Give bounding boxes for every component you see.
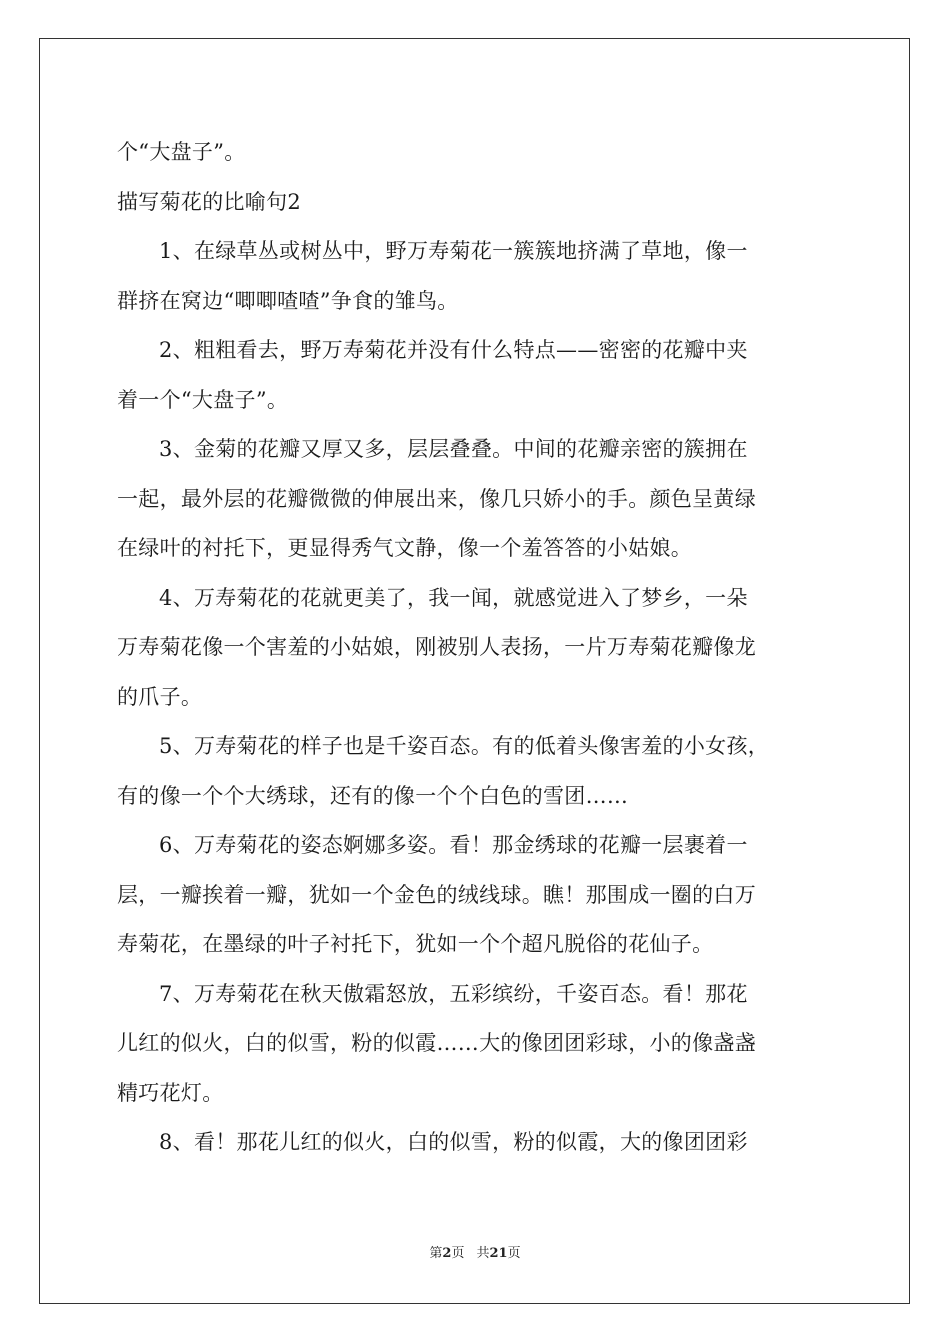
paragraph-1-start: 1、在绿草丛或树丛中，野万寿菊花一簇簇地挤满了草地，像一	[159, 239, 748, 263]
paragraph-6-start: 6、万寿菊花的姿态婀娜多姿。看！那金绣球的花瓣一层裹着一	[159, 833, 748, 857]
paragraph-3-start: 3、金菊的花瓣又厚又多，层层叠叠。中间的花瓣亲密的簇拥在	[159, 437, 748, 461]
page-number: 2	[442, 1246, 452, 1261]
total-pages: 21	[489, 1246, 508, 1261]
text-line: 万寿菊花像一个害羞的小姑娘，刚被别人表扬，一片万寿菊花瓣像龙	[117, 635, 756, 659]
text-line: 精巧花灯。	[117, 1080, 224, 1105]
text-line: 群挤在窝边“唧唧喳喳”争食的雏鸟。	[117, 288, 459, 313]
paragraph-8-start: 8、看！那花儿红的似火，白的似雪，粉的似霞，大的像团团彩	[159, 1130, 748, 1154]
page-prefix: 第	[429, 1246, 443, 1261]
text-line: 儿红的似火，白的似雪，粉的似霞……大的像团团彩球，小的像盏盏	[117, 1031, 756, 1055]
section-heading: 描写菊花的比喻句2	[117, 189, 302, 214]
text-line: 一起，最外层的花瓣微微的伸展出来，像几只娇小的手。颜色呈黄绿	[117, 486, 756, 511]
paragraph-2-start: 2、粗粗看去，野万寿菊花并没有什么特点——密密的花瓣中夹	[159, 338, 748, 362]
text-line: 层，一瓣挨着一瓣，犹如一个金色的绒线球。瞧！那围成一圈的白万	[117, 882, 756, 907]
page-suffix: 页	[451, 1246, 465, 1261]
paragraph-4-start: 4、万寿菊花的花就更美了，我一闻，就感觉进入了梦乡，一朵	[159, 585, 748, 610]
text-line: 个“大盘子”。	[117, 140, 246, 164]
text-line: 的爪子。	[117, 684, 203, 709]
text-line: 着一个“大盘子”。	[117, 387, 289, 412]
text-line: 有的像一个个大绣球，还有的像一个个白色的雪团……	[117, 783, 629, 808]
document-body	[117, 128, 837, 1168]
total-prefix: 共	[476, 1246, 490, 1261]
paragraph-7-start: 7、万寿菊花在秋天傲霜怒放，五彩缤纷，千姿百态。看！那花	[159, 981, 748, 1006]
text-line: 在绿叶的衬托下，更显得秀气文静，像一个羞答答的小姑娘。	[117, 536, 693, 560]
page-footer	[0, 1242, 950, 1261]
text-line: 寿菊花，在墨绿的叶子衬托下，犹如一个个超凡脱俗的花仙子。	[117, 932, 714, 956]
paragraph-5-start: 5、万寿菊花的样子也是千姿百态。有的低着头像害羞的小女孩，	[159, 734, 770, 758]
total-suffix: 页	[507, 1246, 521, 1261]
